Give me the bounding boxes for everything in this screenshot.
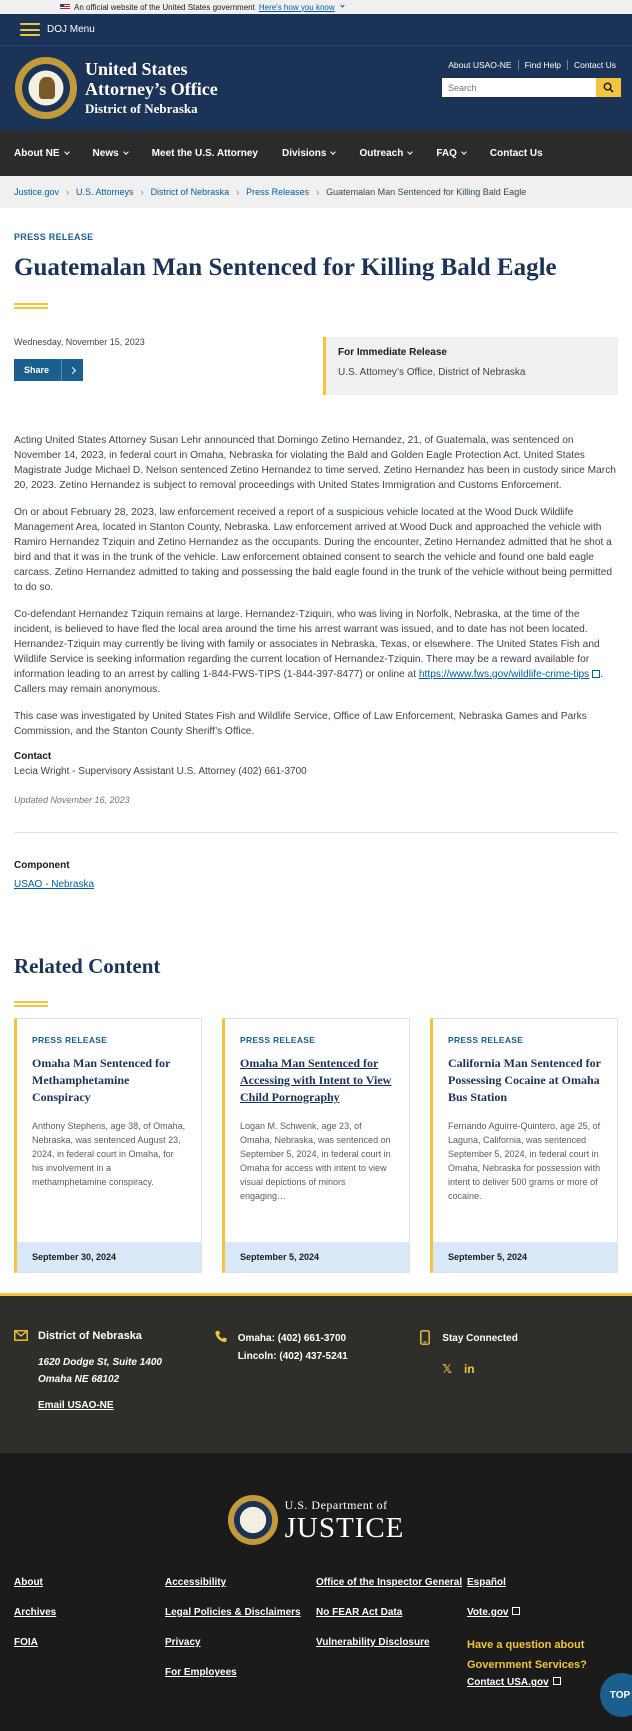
stay-connected-heading: Stay Connected xyxy=(442,1333,518,1344)
doj-logo[interactable] xyxy=(0,1495,632,1545)
card-excerpt: Fernando Aguirre-Quintero, age 25, of Laguna, California, was sentenced September 5, 2024, in federal court in Omaha, Nebraska for possession with intent to deliver 500 grams or more of cocaine. xyxy=(448,1121,601,1201)
nav-meet-the-us-attorney[interactable]: Meet the U.S. Attorney xyxy=(151,147,258,159)
article-body xyxy=(14,433,618,739)
related-card[interactable] xyxy=(14,1018,202,1273)
footer-link-accessibility[interactable]: Accessibility xyxy=(165,1577,227,1588)
contact-usa-gov-link[interactable]: Contact USA.gov xyxy=(467,1675,618,1691)
chevron-right-icon: › xyxy=(316,187,320,197)
share-label: Share xyxy=(24,365,50,375)
nav-about-ne[interactable]: About NE xyxy=(14,148,69,159)
chevron-right-icon: › xyxy=(140,187,144,197)
footer-address: 1620 Dodge St, Suite 1400 Omaha NE 68102 xyxy=(38,1357,162,1385)
related-card[interactable] xyxy=(222,1018,410,1273)
mail-icon xyxy=(14,1330,28,1341)
card-excerpt: Logan M. Schwenk, age 23, of Omaha, Nebraska, was sentenced on September 5, 2024, in federal court in Omaha for access with intent to view visual depictions of minors engaging… xyxy=(240,1121,391,1201)
title-divider xyxy=(14,303,48,309)
breadcrumb-justice-gov[interactable]: Justice.gov xyxy=(14,187,60,197)
footer-link-inspector-general[interactable]: Office of the Inspector General xyxy=(316,1577,463,1588)
related-divider xyxy=(14,1001,48,1007)
section-divider xyxy=(14,832,618,833)
phone-icon xyxy=(214,1330,228,1343)
phone-lincoln: Lincoln: (402) 437-5241 xyxy=(237,1351,348,1362)
doj-menu-button[interactable] xyxy=(0,14,632,46)
fws-tips-link[interactable]: https://www.fws.gov/wildlife-crime-tips xyxy=(418,669,590,680)
footer-link-no-fear-act[interactable]: No FEAR Act Data xyxy=(316,1607,403,1618)
search-icon xyxy=(603,82,614,93)
release-date: Wednesday, November 15, 2023 xyxy=(14,337,145,347)
utility-area xyxy=(442,60,622,97)
nav-divisions[interactable]: Divisions xyxy=(282,148,335,159)
card-eyebrow: PRESS RELEASE xyxy=(240,1035,316,1045)
search-input[interactable] xyxy=(442,78,596,97)
us-flag-icon xyxy=(60,4,70,10)
card-title-link[interactable]: Omaha Man Sentenced for Methamphetamine Conspiracy xyxy=(32,1056,171,1104)
brand-line-1: United States xyxy=(85,59,188,79)
external-link-icon xyxy=(553,1677,561,1685)
doj-menu-label: DOJ Menu xyxy=(47,24,95,35)
related-content-heading: Related Content xyxy=(14,954,161,978)
brand-line-2: Attorney’s Office xyxy=(85,79,218,99)
nav-contact-us[interactable]: Contact Us xyxy=(489,147,543,159)
breadcrumb-us-attorneys[interactable]: U.S. Attorneys xyxy=(76,187,134,197)
footer-link-privacy[interactable]: Privacy xyxy=(165,1637,201,1648)
card-date: September 5, 2024 xyxy=(225,1242,409,1272)
card-excerpt: Anthony Stephens, age 38, of Omaha, Nebraska, was sentenced August 23, 2024, in federal court in Omaha, for his involvement in a methamphetamine conspiracy. xyxy=(32,1121,186,1187)
social-links xyxy=(442,1362,518,1376)
card-eyebrow: PRESS RELEASE xyxy=(448,1035,524,1045)
footer-link-legal-policies[interactable]: Legal Policies & Disclaimers xyxy=(165,1607,301,1618)
share-button[interactable] xyxy=(14,359,83,381)
immediate-release-heading: For Immediate Release xyxy=(338,347,447,358)
nav-news[interactable]: News xyxy=(93,148,128,159)
breadcrumb xyxy=(0,176,632,208)
nav-outreach[interactable]: Outreach xyxy=(359,148,412,159)
doj-seal-logo xyxy=(228,1495,278,1545)
share-chevron-icon xyxy=(61,359,83,381)
government-services-question: Have a question about Government Services? xyxy=(467,1639,587,1671)
find-help-link[interactable]: Find Help xyxy=(518,60,567,70)
mobile-icon xyxy=(418,1330,432,1345)
chevron-right-icon: › xyxy=(236,187,240,197)
footer-district-name: District of Nebraska xyxy=(38,1330,142,1342)
site-brand[interactable] xyxy=(85,59,218,117)
breadcrumb-press-releases[interactable]: Press Releases xyxy=(246,187,310,197)
paragraph-3: Co-defendant Hernandez Tziquin remains at large. Hernandez-Tziquin, who was living in Norfolk, Nebraska, at the time of the incident, is believed to have fled the local area around the time his arrest warrant was issued, and to date has not been located. Hernandez-Tziquin may currently be living with family or associates in Nebraska, Texas, or elsewhere. The United States Fish and Wildlife Service is seeking information regarding the current location of Hernandez-Tziquin. There may be a reward available for information leading to an arrest by calling 1-844-FWS-TIPS (1-844-397-8477) or online at https://www.fws.gov/wildlife-crime-tips . Callers may remain anonymous. xyxy=(14,609,604,695)
footer-link-for-employees[interactable]: For Employees xyxy=(165,1667,237,1678)
search-button[interactable] xyxy=(596,78,621,97)
component-link[interactable]: USAO - Nebraska xyxy=(14,879,95,890)
doj-footer xyxy=(0,1453,632,1731)
card-eyebrow: PRESS RELEASE xyxy=(32,1035,108,1045)
footer-link-about[interactable]: About xyxy=(14,1577,43,1588)
footer-link-vulnerability-disclosure[interactable]: Vulnerability Disclosure xyxy=(316,1637,430,1648)
press-release-label: PRESS RELEASE xyxy=(14,232,94,242)
card-title-link[interactable]: California Man Sentenced for Possessing Cocaine at Omaha Bus Station xyxy=(448,1056,601,1104)
email-usao-link[interactable]: Email USAO-NE xyxy=(38,1400,114,1411)
usao-seal-logo[interactable] xyxy=(15,57,77,119)
official-banner xyxy=(0,0,632,14)
related-card[interactable] xyxy=(430,1018,618,1273)
main-content xyxy=(0,232,632,1273)
card-title-link[interactable]: Omaha Man Sentenced for Accessing with Intent to View Child Pornography xyxy=(240,1056,392,1104)
nav-faq[interactable]: FAQ xyxy=(436,148,466,159)
external-link-icon xyxy=(512,1607,520,1615)
paragraph-2: On or about February 28, 2023, law enforcement received a report of a suspicious vehicle located at the Wood Duck Wildlife Management Area, located in Stanton County, Nebraska. Law enforcement arrived at Wood Duck and approached the vehicle with Ramiro Hernandez Tziquin and Zetino Hernandez as the occupants. During the encounter, Zetino Hernandez admitted that he shot a bird and that it was in the trunk of the vehicle. Law enforcement obtained consent to search the vehicle and found one bald eagle carcass. Zetino Hernandez admitted to taking and possessing the bald eagle found in the trunk of the vehicle without being permitted to do so. xyxy=(14,507,613,593)
footer-link-vote-gov[interactable]: Vote.gov xyxy=(467,1605,618,1621)
heres-how-you-know-link[interactable]: Here's how you know xyxy=(258,2,335,12)
phone-omaha: Omaha: (402) 661-3700 xyxy=(237,1333,347,1344)
back-to-top-button[interactable]: TOP xyxy=(600,1673,632,1717)
brand-line-3: District of Nebraska xyxy=(85,101,198,116)
chevron-down-icon xyxy=(340,3,344,7)
footer-link-archives[interactable]: Archives xyxy=(14,1607,57,1618)
chevron-right-icon: › xyxy=(66,187,70,197)
doj-big-text: JUSTICE xyxy=(284,1511,405,1544)
site-search xyxy=(442,78,622,97)
page-title: Guatemalan Man Sentenced for Killing Bald Eagle xyxy=(14,254,557,281)
card-date: September 5, 2024 xyxy=(433,1242,617,1272)
utility-links xyxy=(442,60,622,70)
related-cards xyxy=(14,1018,618,1273)
doj-small-text: U.S. Department of xyxy=(284,1497,388,1512)
linkedin-icon[interactable]: in xyxy=(463,1362,475,1376)
official-banner-text: An official website of the United States government xyxy=(74,2,255,12)
release-source: U.S. Attorney’s Office, District of Nebraska xyxy=(338,367,526,378)
updated-date: Updated November 16, 2023 xyxy=(14,795,130,805)
x-twitter-icon[interactable]: 𝕏 xyxy=(442,1362,452,1376)
masthead xyxy=(0,14,632,130)
hamburger-icon xyxy=(20,23,40,36)
footer-link-foia[interactable]: FOIA xyxy=(14,1637,38,1648)
about-usao-ne-link[interactable]: About USAO-NE xyxy=(448,60,512,70)
main-navigation xyxy=(0,130,632,176)
district-footer xyxy=(0,1293,632,1453)
paragraph-1: Acting United States Attorney Susan Lehr announced that Domingo Zetino Hernandez, 21, of Guatemala, was sentenced on November 14, 2023, in federal court in Omaha, Nebraska for violating the Bald and Golden Eagle Protection Act. United States Magistrate Judge Michael D. Nelson sentenced Zetino Hernandez to time served. Zetino Hernandez has been in custody since March 20, 2023. Zetino Hernandez is subject to removal proceedings with United States Immigration and Customs Enforcement. xyxy=(14,435,616,491)
footer-links xyxy=(0,1545,632,1705)
contact-us-link[interactable]: Contact Us xyxy=(567,60,622,70)
contact-value: Lecia Wright - Supervisory Assistant U.S. Attorney (402) 661-3700 xyxy=(14,766,307,777)
breadcrumb-current-page: Guatemalan Man Sentenced for Killing Bald Eagle xyxy=(326,187,527,197)
component-heading: Component xyxy=(14,860,70,871)
card-date: September 30, 2024 xyxy=(17,1242,201,1272)
release-info-box xyxy=(323,337,618,395)
breadcrumb-district-of-nebraska[interactable]: District of Nebraska xyxy=(150,187,230,197)
footer-link-espanol[interactable]: Español xyxy=(467,1577,506,1588)
paragraph-4: This case was investigated by United States Fish and Wildlife Service, Office of Law Enforcement, Nebraska Games and Parks Commission, and the Stanton County Sheriff’s Office. xyxy=(14,711,587,737)
external-link-icon xyxy=(592,670,600,678)
contact-heading: Contact xyxy=(14,751,52,762)
